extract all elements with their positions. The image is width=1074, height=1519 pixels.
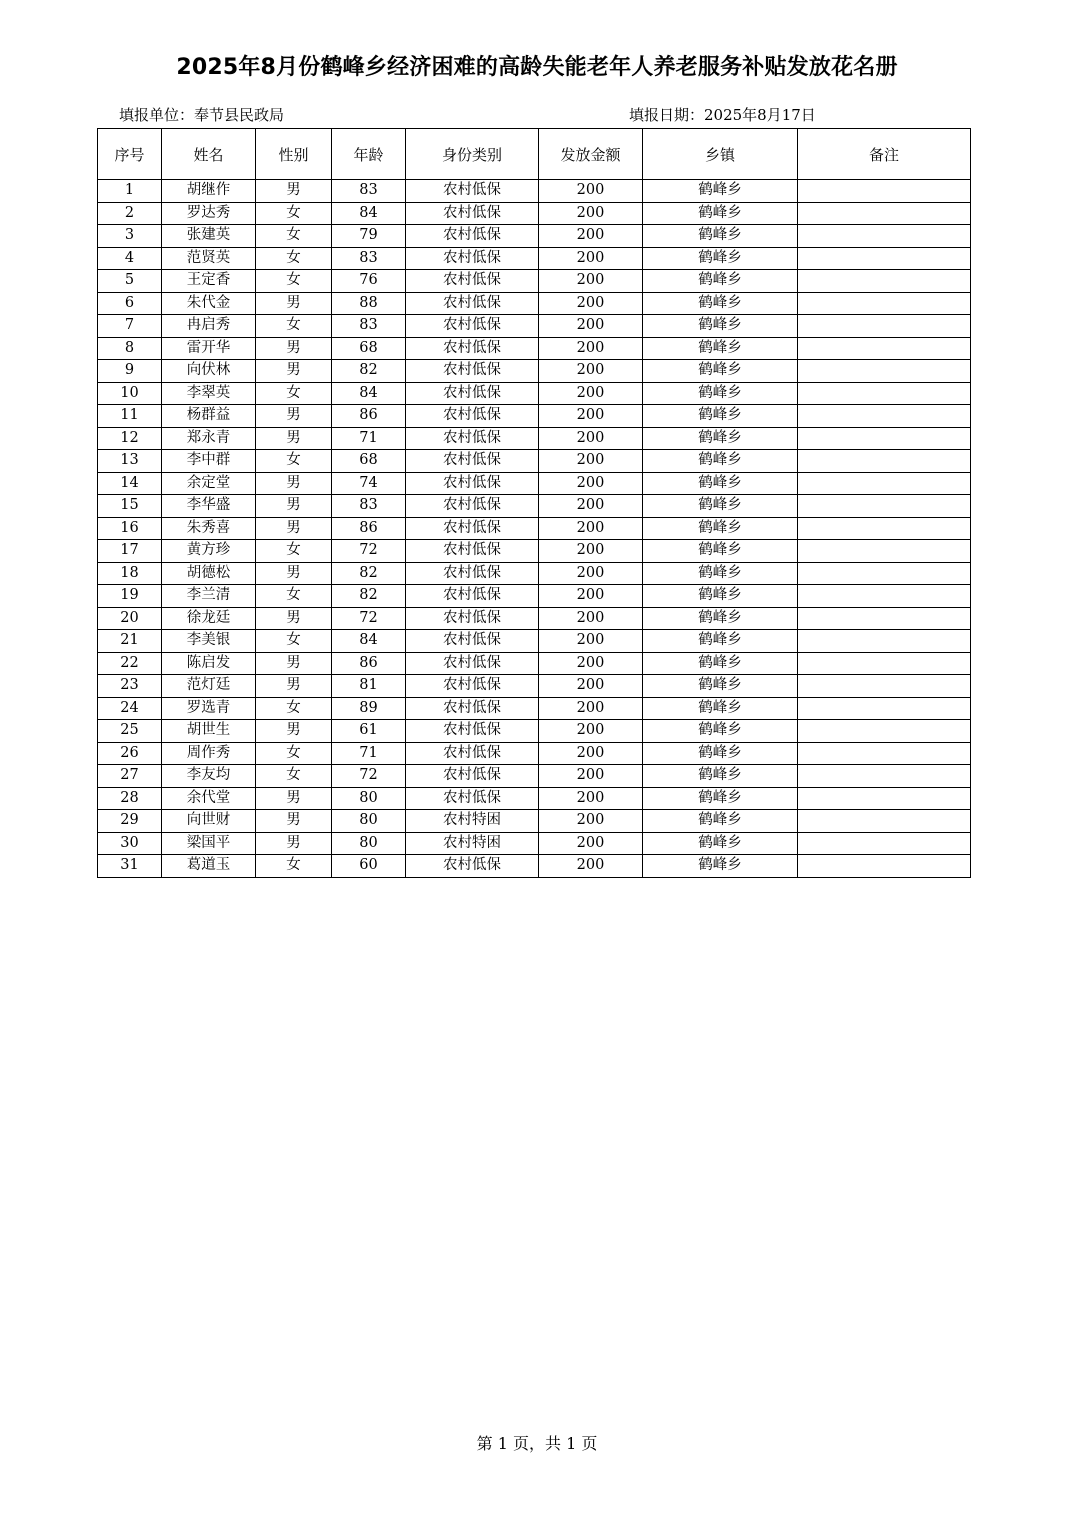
cell-age: 86 <box>332 652 406 675</box>
cell-age: 72 <box>332 765 406 788</box>
cell-category: 农村低保 <box>406 562 539 585</box>
cell-category: 农村低保 <box>406 607 539 630</box>
cell-age: 84 <box>332 630 406 653</box>
table-row <box>98 495 971 518</box>
cell-index: 23 <box>98 675 162 698</box>
cell-gender: 男 <box>256 832 332 855</box>
header-name: 姓名 <box>162 129 256 180</box>
cell-remarks <box>798 855 971 878</box>
cell-age: 72 <box>332 540 406 563</box>
cell-township: 鹤峰乡 <box>643 292 798 315</box>
cell-remarks <box>798 742 971 765</box>
cell-township: 鹤峰乡 <box>643 720 798 743</box>
cell-index: 15 <box>98 495 162 518</box>
cell-remarks <box>798 630 971 653</box>
cell-township: 鹤峰乡 <box>643 382 798 405</box>
cell-category: 农村低保 <box>406 337 539 360</box>
cell-remarks <box>798 495 971 518</box>
cell-name: 周作秀 <box>162 742 256 765</box>
cell-index: 24 <box>98 697 162 720</box>
cell-name: 徐龙廷 <box>162 607 256 630</box>
cell-category: 农村低保 <box>406 540 539 563</box>
cell-age: 79 <box>332 225 406 248</box>
cell-name: 葛道玉 <box>162 855 256 878</box>
cell-age: 76 <box>332 270 406 293</box>
cell-age: 60 <box>332 855 406 878</box>
cell-township: 鹤峰乡 <box>643 697 798 720</box>
cell-amount: 200 <box>539 765 643 788</box>
table-row <box>98 742 971 765</box>
cell-amount: 200 <box>539 630 643 653</box>
cell-remarks <box>798 270 971 293</box>
cell-age: 89 <box>332 697 406 720</box>
table-row <box>98 787 971 810</box>
cell-name: 范贤英 <box>162 247 256 270</box>
header-gender: 性别 <box>256 129 332 180</box>
cell-amount: 200 <box>539 337 643 360</box>
cell-age: 86 <box>332 405 406 428</box>
table-row <box>98 337 971 360</box>
table-row <box>98 405 971 428</box>
cell-gender: 男 <box>256 675 332 698</box>
cell-remarks <box>798 180 971 203</box>
cell-age: 83 <box>332 495 406 518</box>
cell-index: 18 <box>98 562 162 585</box>
cell-amount: 200 <box>539 540 643 563</box>
header-township: 乡镇 <box>643 129 798 180</box>
table-row <box>98 382 971 405</box>
cell-amount: 200 <box>539 697 643 720</box>
cell-amount: 200 <box>539 225 643 248</box>
cell-township: 鹤峰乡 <box>643 675 798 698</box>
cell-index: 16 <box>98 517 162 540</box>
cell-remarks <box>798 607 971 630</box>
cell-index: 20 <box>98 607 162 630</box>
cell-index: 13 <box>98 450 162 473</box>
cell-index: 5 <box>98 270 162 293</box>
cell-gender: 男 <box>256 720 332 743</box>
cell-gender: 女 <box>256 225 332 248</box>
cell-index: 9 <box>98 360 162 383</box>
cell-township: 鹤峰乡 <box>643 540 798 563</box>
table-row <box>98 292 971 315</box>
table-row <box>98 225 971 248</box>
cell-name: 李华盛 <box>162 495 256 518</box>
cell-age: 61 <box>332 720 406 743</box>
cell-township: 鹤峰乡 <box>643 517 798 540</box>
table-row <box>98 180 971 203</box>
cell-category: 农村低保 <box>406 315 539 338</box>
cell-name: 梁国平 <box>162 832 256 855</box>
cell-remarks <box>798 405 971 428</box>
cell-gender: 女 <box>256 742 332 765</box>
table-row <box>98 720 971 743</box>
cell-amount: 200 <box>539 405 643 428</box>
cell-remarks <box>798 765 971 788</box>
roster-table <box>97 128 971 878</box>
cell-name: 李美银 <box>162 630 256 653</box>
cell-remarks <box>798 225 971 248</box>
cell-amount: 200 <box>539 607 643 630</box>
table-row <box>98 697 971 720</box>
cell-amount: 200 <box>539 360 643 383</box>
cell-name: 王定香 <box>162 270 256 293</box>
cell-township: 鹤峰乡 <box>643 405 798 428</box>
cell-category: 农村低保 <box>406 202 539 225</box>
cell-name: 雷开华 <box>162 337 256 360</box>
cell-remarks <box>798 202 971 225</box>
cell-index: 3 <box>98 225 162 248</box>
cell-remarks <box>798 427 971 450</box>
cell-index: 29 <box>98 810 162 833</box>
cell-category: 农村低保 <box>406 270 539 293</box>
cell-remarks <box>798 585 971 608</box>
cell-category: 农村低保 <box>406 495 539 518</box>
cell-remarks <box>798 652 971 675</box>
cell-index: 4 <box>98 247 162 270</box>
table-row <box>98 810 971 833</box>
cell-age: 83 <box>332 247 406 270</box>
cell-name: 余定堂 <box>162 472 256 495</box>
cell-category: 农村特困 <box>406 832 539 855</box>
cell-age: 83 <box>332 315 406 338</box>
cell-township: 鹤峰乡 <box>643 450 798 473</box>
cell-index: 8 <box>98 337 162 360</box>
cell-amount: 200 <box>539 427 643 450</box>
header-category: 身份类别 <box>406 129 539 180</box>
cell-name: 黄方珍 <box>162 540 256 563</box>
cell-township: 鹤峰乡 <box>643 810 798 833</box>
cell-age: 68 <box>332 450 406 473</box>
cell-amount: 200 <box>539 720 643 743</box>
cell-category: 农村低保 <box>406 787 539 810</box>
table-row <box>98 832 971 855</box>
cell-category: 农村低保 <box>406 382 539 405</box>
cell-amount: 200 <box>539 585 643 608</box>
cell-amount: 200 <box>539 675 643 698</box>
cell-index: 21 <box>98 630 162 653</box>
table-row <box>98 427 971 450</box>
cell-amount: 200 <box>539 450 643 473</box>
cell-amount: 200 <box>539 562 643 585</box>
cell-index: 30 <box>98 832 162 855</box>
cell-name: 范灯廷 <box>162 675 256 698</box>
cell-index: 31 <box>98 855 162 878</box>
cell-township: 鹤峰乡 <box>643 225 798 248</box>
table-row <box>98 315 971 338</box>
cell-amount: 200 <box>539 472 643 495</box>
cell-name: 罗选青 <box>162 697 256 720</box>
fill-unit: 填报单位：奉节县民政局 <box>119 106 285 124</box>
cell-index: 12 <box>98 427 162 450</box>
cell-amount: 200 <box>539 832 643 855</box>
cell-gender: 男 <box>256 495 332 518</box>
cell-amount: 200 <box>539 855 643 878</box>
table-row <box>98 630 971 653</box>
cell-gender: 女 <box>256 697 332 720</box>
header-index: 序号 <box>98 129 162 180</box>
cell-index: 27 <box>98 765 162 788</box>
cell-index: 11 <box>98 405 162 428</box>
cell-gender: 男 <box>256 472 332 495</box>
cell-name: 胡世生 <box>162 720 256 743</box>
cell-age: 71 <box>332 427 406 450</box>
cell-category: 农村低保 <box>406 450 539 473</box>
cell-name: 李友均 <box>162 765 256 788</box>
cell-age: 82 <box>332 562 406 585</box>
cell-name: 杨群益 <box>162 405 256 428</box>
cell-category: 农村低保 <box>406 472 539 495</box>
cell-age: 80 <box>332 787 406 810</box>
table-header-row <box>98 129 971 180</box>
cell-amount: 200 <box>539 270 643 293</box>
table-row <box>98 855 971 878</box>
cell-gender: 男 <box>256 292 332 315</box>
cell-township: 鹤峰乡 <box>643 472 798 495</box>
cell-gender: 男 <box>256 405 332 428</box>
table-row <box>98 472 971 495</box>
cell-category: 农村低保 <box>406 517 539 540</box>
cell-index: 6 <box>98 292 162 315</box>
cell-remarks <box>798 450 971 473</box>
cell-gender: 男 <box>256 427 332 450</box>
cell-amount: 200 <box>539 517 643 540</box>
cell-category: 农村低保 <box>406 765 539 788</box>
cell-category: 农村低保 <box>406 247 539 270</box>
cell-remarks <box>798 337 971 360</box>
cell-township: 鹤峰乡 <box>643 180 798 203</box>
cell-gender: 女 <box>256 540 332 563</box>
cell-category: 农村低保 <box>406 742 539 765</box>
table-row <box>98 585 971 608</box>
cell-index: 7 <box>98 315 162 338</box>
cell-amount: 200 <box>539 247 643 270</box>
cell-index: 25 <box>98 720 162 743</box>
cell-index: 28 <box>98 787 162 810</box>
cell-index: 10 <box>98 382 162 405</box>
header-age: 年龄 <box>332 129 406 180</box>
cell-remarks <box>798 315 971 338</box>
cell-index: 14 <box>98 472 162 495</box>
cell-category: 农村低保 <box>406 855 539 878</box>
cell-name: 向伏林 <box>162 360 256 383</box>
cell-township: 鹤峰乡 <box>643 832 798 855</box>
header-amount: 发放金额 <box>539 129 643 180</box>
cell-name: 余代堂 <box>162 787 256 810</box>
table-row <box>98 202 971 225</box>
cell-gender: 女 <box>256 382 332 405</box>
fill-date: 填报日期：2025年8月17日 <box>629 106 816 124</box>
cell-township: 鹤峰乡 <box>643 630 798 653</box>
cell-township: 鹤峰乡 <box>643 562 798 585</box>
cell-name: 向世财 <box>162 810 256 833</box>
cell-name: 胡德松 <box>162 562 256 585</box>
cell-amount: 200 <box>539 315 643 338</box>
cell-remarks <box>798 540 971 563</box>
cell-township: 鹤峰乡 <box>643 495 798 518</box>
cell-age: 72 <box>332 607 406 630</box>
cell-remarks <box>798 720 971 743</box>
cell-remarks <box>798 360 971 383</box>
cell-remarks <box>798 472 971 495</box>
cell-amount: 200 <box>539 292 643 315</box>
page-footer: 第 1 页，共 1 页 <box>476 1434 598 1453</box>
cell-township: 鹤峰乡 <box>643 765 798 788</box>
cell-remarks <box>798 787 971 810</box>
cell-age: 71 <box>332 742 406 765</box>
table-row <box>98 652 971 675</box>
cell-amount: 200 <box>539 742 643 765</box>
cell-age: 82 <box>332 360 406 383</box>
cell-remarks <box>798 675 971 698</box>
cell-name: 朱代金 <box>162 292 256 315</box>
cell-category: 农村特困 <box>406 810 539 833</box>
table-row <box>98 675 971 698</box>
cell-township: 鹤峰乡 <box>643 652 798 675</box>
cell-index: 17 <box>98 540 162 563</box>
cell-amount: 200 <box>539 180 643 203</box>
cell-gender: 男 <box>256 787 332 810</box>
cell-age: 81 <box>332 675 406 698</box>
cell-category: 农村低保 <box>406 585 539 608</box>
cell-gender: 男 <box>256 517 332 540</box>
cell-gender: 女 <box>256 585 332 608</box>
cell-name: 冉启秀 <box>162 315 256 338</box>
cell-township: 鹤峰乡 <box>643 270 798 293</box>
table-row <box>98 247 971 270</box>
cell-age: 84 <box>332 382 406 405</box>
cell-index: 26 <box>98 742 162 765</box>
table-row <box>98 765 971 788</box>
cell-name: 朱秀喜 <box>162 517 256 540</box>
cell-gender: 女 <box>256 450 332 473</box>
cell-remarks <box>798 697 971 720</box>
cell-gender: 男 <box>256 337 332 360</box>
cell-gender: 男 <box>256 180 332 203</box>
table-row <box>98 270 971 293</box>
cell-amount: 200 <box>539 787 643 810</box>
cell-amount: 200 <box>539 495 643 518</box>
cell-remarks <box>798 247 971 270</box>
cell-category: 农村低保 <box>406 180 539 203</box>
cell-age: 84 <box>332 202 406 225</box>
cell-township: 鹤峰乡 <box>643 855 798 878</box>
cell-township: 鹤峰乡 <box>643 315 798 338</box>
table-row <box>98 540 971 563</box>
cell-gender: 女 <box>256 247 332 270</box>
table-row <box>98 607 971 630</box>
cell-remarks <box>798 382 971 405</box>
cell-amount: 200 <box>539 810 643 833</box>
cell-age: 82 <box>332 585 406 608</box>
cell-township: 鹤峰乡 <box>643 787 798 810</box>
table-row <box>98 517 971 540</box>
table-row <box>98 450 971 473</box>
table-row <box>98 360 971 383</box>
cell-category: 农村低保 <box>406 292 539 315</box>
cell-gender: 男 <box>256 607 332 630</box>
cell-remarks <box>798 517 971 540</box>
cell-category: 农村低保 <box>406 405 539 428</box>
cell-name: 李兰清 <box>162 585 256 608</box>
header-remarks: 备注 <box>798 129 971 180</box>
cell-category: 农村低保 <box>406 652 539 675</box>
cell-name: 张建英 <box>162 225 256 248</box>
cell-index: 1 <box>98 180 162 203</box>
cell-age: 88 <box>332 292 406 315</box>
cell-category: 农村低保 <box>406 630 539 653</box>
cell-township: 鹤峰乡 <box>643 247 798 270</box>
table-row <box>98 562 971 585</box>
cell-name: 胡继作 <box>162 180 256 203</box>
cell-gender: 女 <box>256 630 332 653</box>
cell-gender: 男 <box>256 652 332 675</box>
cell-category: 农村低保 <box>406 720 539 743</box>
cell-age: 86 <box>332 517 406 540</box>
cell-age: 83 <box>332 180 406 203</box>
cell-age: 68 <box>332 337 406 360</box>
cell-township: 鹤峰乡 <box>643 585 798 608</box>
cell-amount: 200 <box>539 202 643 225</box>
cell-category: 农村低保 <box>406 225 539 248</box>
cell-name: 郑永青 <box>162 427 256 450</box>
cell-category: 农村低保 <box>406 675 539 698</box>
cell-amount: 200 <box>539 382 643 405</box>
cell-age: 80 <box>332 810 406 833</box>
cell-township: 鹤峰乡 <box>643 360 798 383</box>
cell-index: 19 <box>98 585 162 608</box>
cell-name: 罗达秀 <box>162 202 256 225</box>
cell-gender: 女 <box>256 270 332 293</box>
cell-gender: 女 <box>256 855 332 878</box>
cell-age: 80 <box>332 832 406 855</box>
table-body <box>98 180 971 878</box>
document-title: 2025年8月份鹤峰乡经济困难的高龄失能老年人养老服务补贴发放花名册 <box>176 55 898 80</box>
cell-amount: 200 <box>539 652 643 675</box>
cell-gender: 男 <box>256 810 332 833</box>
cell-remarks <box>798 832 971 855</box>
cell-gender: 女 <box>256 202 332 225</box>
cell-name: 陈启发 <box>162 652 256 675</box>
cell-age: 74 <box>332 472 406 495</box>
cell-name: 李翠英 <box>162 382 256 405</box>
cell-category: 农村低保 <box>406 697 539 720</box>
cell-index: 2 <box>98 202 162 225</box>
cell-township: 鹤峰乡 <box>643 742 798 765</box>
cell-gender: 女 <box>256 315 332 338</box>
cell-gender: 男 <box>256 360 332 383</box>
cell-category: 农村低保 <box>406 360 539 383</box>
cell-remarks <box>798 292 971 315</box>
cell-gender: 女 <box>256 765 332 788</box>
cell-township: 鹤峰乡 <box>643 427 798 450</box>
cell-index: 22 <box>98 652 162 675</box>
cell-name: 李中群 <box>162 450 256 473</box>
cell-gender: 男 <box>256 562 332 585</box>
cell-township: 鹤峰乡 <box>643 202 798 225</box>
cell-remarks <box>798 810 971 833</box>
cell-township: 鹤峰乡 <box>643 607 798 630</box>
cell-remarks <box>798 562 971 585</box>
cell-township: 鹤峰乡 <box>643 337 798 360</box>
cell-category: 农村低保 <box>406 427 539 450</box>
